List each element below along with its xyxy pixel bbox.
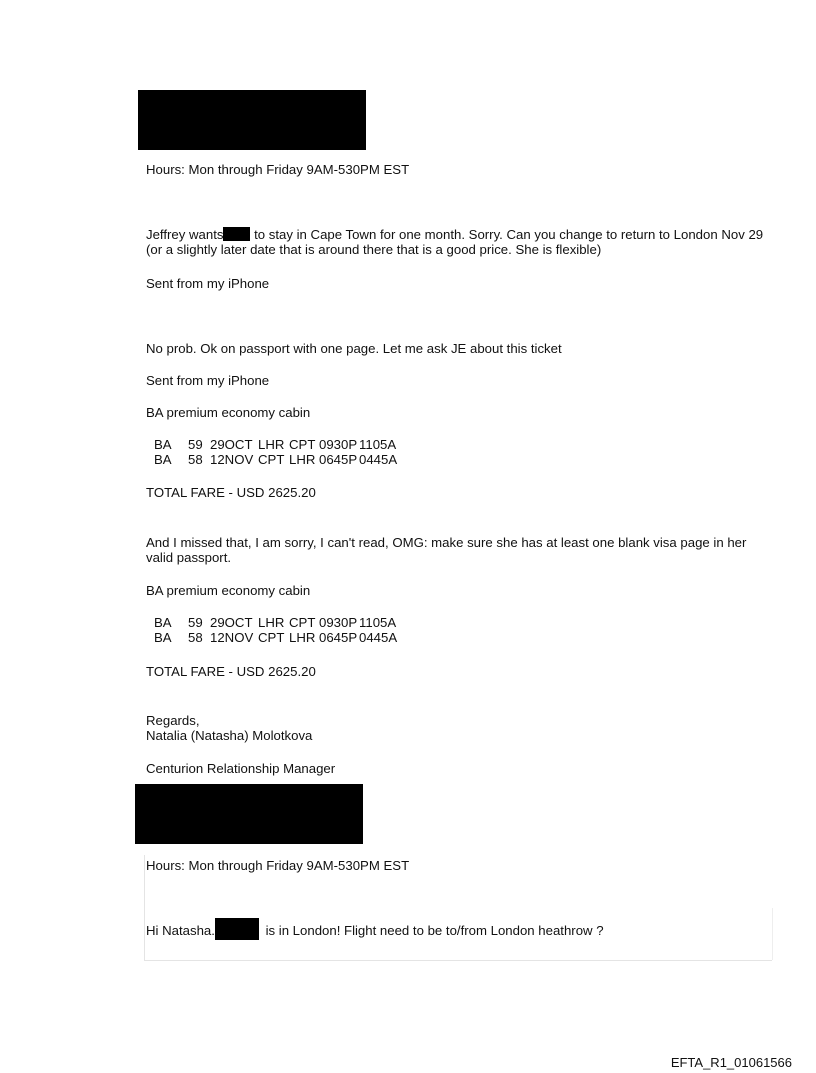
sent-from-iphone: Sent from my iPhone: [146, 276, 270, 291]
divider: [144, 960, 772, 961]
message-text-start: Hi Natasha.: [146, 923, 215, 938]
flight-row: BA 59 29OCT LHR CPT 0930P 1105A: [154, 615, 397, 630]
message-jeffrey: [146, 227, 766, 257]
redaction-inline: [223, 227, 250, 241]
message-no-prob: No prob. Ok on passport with one page. Let me ask JE about this ticket: [146, 341, 562, 356]
signature-title: Centurion Relationship Manager: [146, 761, 336, 776]
message-hi-natasha: [146, 918, 604, 942]
redaction-block-signature: [135, 784, 363, 844]
hours-line: Hours: Mon through Friday 9AM-530PM EST: [146, 858, 410, 873]
hours-line: Hours: Mon through Friday 9AM-530PM EST: [146, 162, 410, 177]
redaction-inline: [215, 918, 259, 940]
message-text-end: is in London! Flight need to be to/from London heathrow ?: [261, 923, 604, 938]
message-text-start: Jeffrey wants: [146, 227, 224, 242]
quote-border: [144, 855, 145, 961]
total-fare: TOTAL FARE - USD 2625.20: [146, 664, 316, 679]
cabin-label: BA premium economy cabin: [146, 583, 311, 598]
quote-border: [772, 908, 773, 960]
message-missed: And I missed that, I am sorry, I can't read, OMG: make sure she has at least one blank visa page in her valid passport.: [146, 535, 747, 565]
signature-name: Natalia (Natasha) Molotkova: [146, 728, 313, 743]
sent-from-iphone: Sent from my iPhone: [146, 373, 270, 388]
total-fare: TOTAL FARE - USD 2625.20: [146, 485, 316, 500]
redaction-block-top: [138, 90, 366, 150]
message-text-end: to stay in Cape Town for one month. Sorry. Can you change to return to London Nov 29 (or a slightly later date that is around there that is a good price. She is flexible): [146, 227, 764, 257]
document-id: EFTA_R1_01061566: [670, 1055, 792, 1070]
regards-line: Regards,: [146, 713, 200, 728]
flight-row: BA 58 12NOV CPT LHR 0645P 0445A: [154, 452, 398, 467]
cabin-label: BA premium economy cabin: [146, 405, 311, 420]
flight-row: BA 58 12NOV CPT LHR 0645P 0445A: [154, 630, 398, 645]
flight-row: BA 59 29OCT LHR CPT 0930P 1105A: [154, 437, 397, 452]
